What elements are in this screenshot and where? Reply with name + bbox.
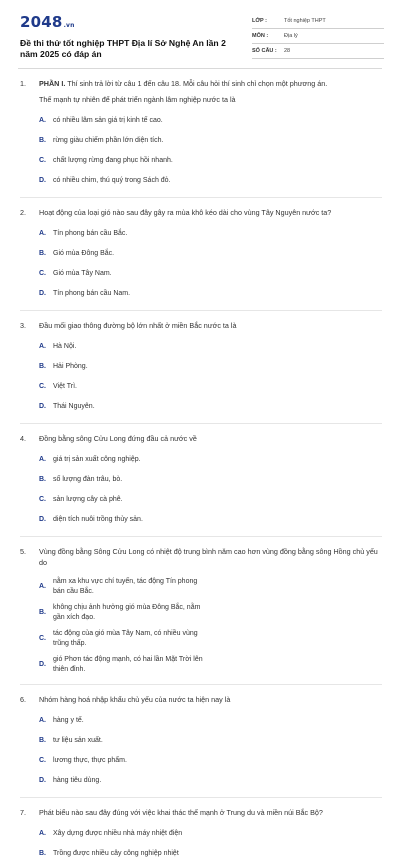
- question-text: Vùng đồng bằng Sông Cửu Long có nhiệt độ trung bình năm cao hơn vùng đồng bằng sông Hồng chủ yếu do: [39, 547, 378, 567]
- option-letter: B.: [39, 250, 46, 257]
- question-text: Hoạt động của loại gió nào sau đây gây ra mùa khô kéo dài cho vùng Tây Nguyên nước ta?: [39, 208, 332, 217]
- question-stem: [20, 78, 382, 89]
- option-letter: D.: [39, 403, 46, 410]
- logo-main-text: 2048: [20, 13, 63, 31]
- option-text: giá trị sản xuất công nghiệp.: [53, 456, 141, 463]
- answer-option-b[interactable]: [39, 357, 211, 377]
- exam-meta-box: [252, 14, 384, 59]
- question-stem: [20, 207, 382, 218]
- answer-options: [20, 574, 382, 678]
- question-subtext: Thế mạnh tự nhiên để phát triển ngành lâm nghiệp nước ta là: [39, 95, 236, 104]
- option-text: Gió mùa Đông Bắc.: [53, 250, 115, 257]
- option-text: Thái Nguyên.: [53, 403, 95, 410]
- answer-option-a[interactable]: [39, 824, 211, 844]
- option-text: có nhiều lâm sản giá trị kinh tế cao.: [53, 117, 163, 124]
- question-number: 3.: [20, 321, 26, 330]
- option-letter: B.: [39, 609, 46, 616]
- option-letter: D.: [39, 777, 46, 784]
- option-letter: C.: [39, 383, 46, 390]
- option-letter: A.: [39, 456, 46, 463]
- option-text: sản lượng cây cà phê.: [53, 496, 123, 503]
- option-letter: A.: [39, 117, 46, 124]
- document-header: [0, 0, 400, 68]
- meta-label: LỚP :: [252, 18, 267, 24]
- question-item: [20, 537, 382, 685]
- question-item: [20, 798, 382, 864]
- option-letter: C.: [39, 496, 46, 503]
- meta-value: 28: [284, 48, 291, 54]
- question-text: Nhóm hàng hoá nhập khẩu chủ yếu của nước ta hiện nay là: [39, 695, 231, 704]
- question-number: 1.: [20, 79, 26, 88]
- question-stem: [20, 694, 382, 705]
- answer-option-a[interactable]: [39, 224, 211, 244]
- option-letter: A.: [39, 583, 46, 590]
- answer-option-c[interactable]: [39, 151, 211, 171]
- answer-option-d[interactable]: [39, 284, 211, 304]
- option-letter: B.: [39, 363, 46, 370]
- option-letter: A.: [39, 717, 46, 724]
- option-text: Tín phong bán cầu Nam.: [53, 290, 131, 297]
- option-letter: C.: [39, 635, 46, 642]
- option-text: Xây dựng được nhiều nhà máy nhiệt điện: [53, 830, 183, 837]
- option-text: chất lượng rừng đang phục hồi nhanh.: [53, 157, 173, 164]
- option-letter: D.: [39, 661, 46, 668]
- question-stem: [20, 320, 382, 331]
- question-list: [0, 69, 400, 864]
- answer-option-c[interactable]: [39, 751, 211, 771]
- option-letter: C.: [39, 270, 46, 277]
- question-stem: [20, 433, 382, 444]
- answer-option-a[interactable]: [39, 450, 211, 470]
- option-letter: D.: [39, 177, 46, 184]
- option-letter: A.: [39, 343, 46, 350]
- question-text: Phát biểu nào sau đây đúng với việc khai thác thế mạnh ở Trung du và miền núi Bắc Bộ?: [39, 808, 323, 817]
- meta-row-count: [252, 44, 384, 59]
- option-text: nằm xa khu vực chí tuyến, tác động Tín phong bán cầu Bắc.: [53, 578, 198, 595]
- answer-option-c[interactable]: [39, 490, 211, 510]
- option-text: hàng y tế.: [53, 717, 84, 724]
- option-text: số lượng đàn trâu, bò.: [53, 476, 123, 483]
- answer-option-d[interactable]: [39, 652, 211, 678]
- option-letter: A.: [39, 230, 46, 237]
- answer-options: [20, 111, 382, 191]
- answer-option-a[interactable]: [39, 337, 211, 357]
- answer-option-c[interactable]: [39, 626, 211, 652]
- answer-option-d[interactable]: [39, 171, 211, 191]
- option-text: tác động của gió mùa Tây Nam, có nhiều vùng trũng thấp.: [53, 630, 198, 647]
- option-letter: C.: [39, 757, 46, 764]
- answer-options: [20, 711, 382, 791]
- question-item: [20, 198, 382, 311]
- question-number: 4.: [20, 434, 26, 443]
- section-label: PHẦN I.: [39, 79, 66, 88]
- meta-row-subject: [252, 29, 384, 44]
- option-text: diện tích nuôi trồng thủy sản.: [53, 516, 143, 523]
- answer-option-d[interactable]: [39, 771, 211, 791]
- meta-label: SỐ CÂU :: [252, 48, 277, 54]
- question-stem: [20, 546, 382, 568]
- option-letter: B.: [39, 137, 46, 144]
- answer-option-b[interactable]: [39, 600, 211, 626]
- question-text: Đồng bằng sông Cửu Long đứng đầu cả nước về: [39, 434, 197, 443]
- question-number: 5.: [20, 547, 26, 556]
- page-title: Đề thi thử tốt nghiệp THPT Địa lí Sở Nghệ An lần 2 năm 2025 có đáp án: [20, 38, 226, 59]
- option-text: tư liệu sản xuất.: [53, 737, 103, 744]
- question-item: [20, 424, 382, 537]
- answer-option-a[interactable]: [39, 574, 211, 600]
- option-text: không chịu ảnh hưởng gió mùa Đông Bắc, nằm gần xích đạo.: [53, 604, 201, 621]
- option-letter: C.: [39, 157, 46, 164]
- answer-option-b[interactable]: [39, 470, 211, 490]
- logo-suffix-text: .vn: [63, 22, 75, 29]
- answer-option-b[interactable]: [39, 244, 211, 264]
- option-letter: B.: [39, 476, 46, 483]
- answer-options: [20, 224, 382, 304]
- option-text: rừng giàu chiếm phần lớn diện tích.: [53, 137, 164, 144]
- option-text: Tín phong bán cầu Bắc.: [53, 230, 128, 237]
- option-letter: D.: [39, 290, 46, 297]
- question-number: 6.: [20, 695, 26, 704]
- question-number: 7.: [20, 808, 26, 817]
- answer-options: [20, 824, 382, 864]
- meta-label: MÔN :: [252, 33, 269, 39]
- answer-option-c[interactable]: [39, 377, 211, 397]
- option-text: Việt Trì.: [53, 383, 77, 390]
- option-letter: B.: [39, 737, 46, 744]
- meta-value: Địa lý: [284, 33, 298, 39]
- option-letter: B.: [39, 850, 46, 857]
- answer-option-d[interactable]: [39, 397, 211, 417]
- answer-options: [20, 450, 382, 530]
- option-letter: D.: [39, 516, 46, 523]
- question-text: Đầu mối giao thông đường bộ lớn nhất ở miền Bắc nước ta là: [39, 321, 237, 330]
- option-text: Gió mùa Tây Nam.: [53, 270, 112, 277]
- question-stem: [20, 807, 382, 818]
- answer-options: [20, 337, 382, 417]
- meta-row-class: [252, 14, 384, 29]
- answer-option-b[interactable]: [39, 844, 211, 864]
- question-text: Thí sinh trả lời từ câu 1 đến câu 18. Mỗi câu hỏi thí sinh chỉ chọn một phương án.: [65, 79, 328, 88]
- question-number: 2.: [20, 208, 26, 217]
- question-item: [20, 311, 382, 424]
- option-text: có nhiều chim, thú quý trong Sách đỏ.: [53, 177, 171, 184]
- answer-option-c[interactable]: [39, 264, 211, 284]
- meta-value: Tốt nghiệp THPT: [284, 18, 326, 24]
- answer-option-b[interactable]: [39, 131, 211, 151]
- option-letter: A.: [39, 830, 46, 837]
- option-text: Hà Nội.: [53, 343, 77, 350]
- answer-option-d[interactable]: [39, 510, 211, 530]
- question-item: [20, 685, 382, 798]
- option-text: lương thực, thực phẩm.: [53, 757, 127, 764]
- question-item: [20, 69, 382, 198]
- answer-option-a[interactable]: [39, 711, 211, 731]
- option-text: Trồng được nhiều cây công nghiệp nhiệt: [53, 850, 179, 857]
- answer-option-b[interactable]: [39, 731, 211, 751]
- option-text: gió Phơn tác động mạnh, có hai lần Mặt Trời lên thiên đỉnh.: [53, 656, 203, 673]
- option-text: hàng tiêu dùng.: [53, 777, 102, 784]
- option-text: Hải Phòng.: [53, 363, 88, 370]
- answer-option-a[interactable]: [39, 111, 211, 131]
